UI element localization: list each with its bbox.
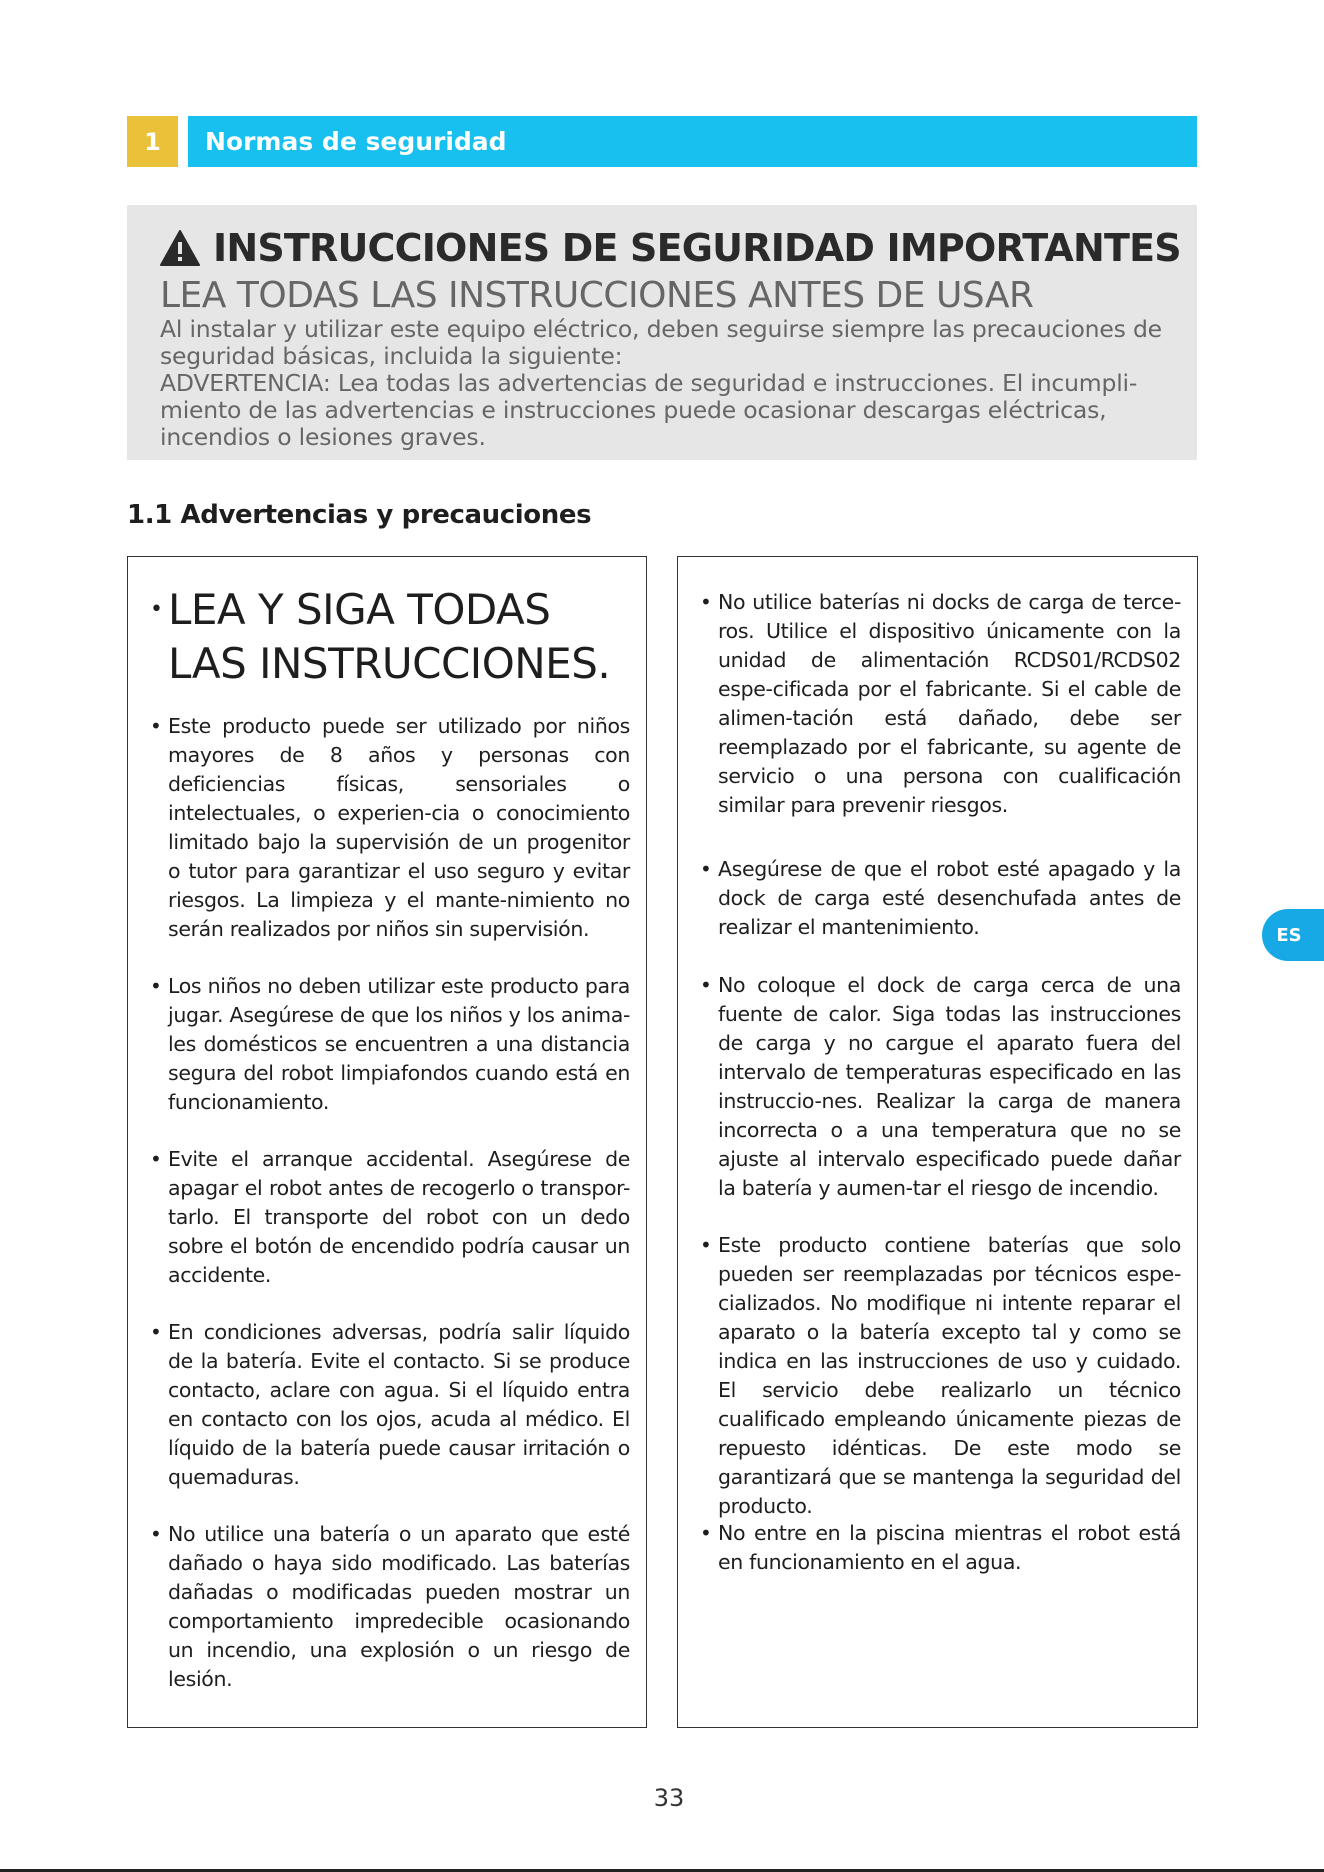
important-text-line: miento de las advertencias e instrucciones puede ocasionar descargas eléctricas, xyxy=(160,396,1107,424)
list-item: • Los niños no deben utilizar este producto para jugar. Asegúrese de que los niños y los anima-les domésticos se encuentren a una distancia segura del robot limpiafondos cuando está en funcionamiento. xyxy=(150,972,630,1117)
list-item: • No coloque el dock de carga cerca de una fuente de calor. Siga todas las instrucciones de carga y no cargue el aparato fuera del intervalo de temperaturas especificado en las instruccio-nes. Realizar la carga de manera incorrecta o a una temperatura que no se ajuste al intervalo especificado puede dañar la batería y aumen-tar el riesgo de incendio. xyxy=(700,971,1181,1203)
list-item: • En condiciones adversas, podría salir líquido de la batería. Evite el contacto. Si se produce contacto, aclare con agua. Si el líquido entra en contacto con los ojos, acuda al médico. El líquido de la batería puede causar irritación o quemaduras. xyxy=(150,1318,630,1492)
important-title: INSTRUCCIONES DE SEGURIDAD IMPORTANTES xyxy=(213,226,1181,270)
language-tab[interactable]: ES xyxy=(1262,909,1324,961)
important-title-row xyxy=(160,222,1197,274)
warning-triangle-icon xyxy=(160,230,200,266)
list-item: • No entre en la piscina mientras el robot está en funcionamiento en el agua. xyxy=(700,1519,1181,1577)
list-item: • Evite el arranque accidental. Asegúrese de apagar el robot antes de recogerlo o transpor-tarlo. El transporte del robot con un dedo sobre el botón de encendido podría causar un accidente. xyxy=(150,1145,630,1290)
headline-bullet: • LEA Y SIGA TODAS LAS INSTRUCCIONES. xyxy=(150,583,630,691)
section-number: 1 xyxy=(127,116,178,167)
page-number: 33 xyxy=(653,1784,685,1812)
important-text-line: ADVERTENCIA: Lea todas las advertencias de seguridad e instrucciones. El incumpli- xyxy=(160,369,1138,397)
important-text-line: incendios o lesiones graves. xyxy=(160,423,486,451)
list-item: • Este producto contiene baterías que solo pueden ser reemplazadas por técnicos espe-cializados. No modifique ni intente reparar el aparato o la batería excepto tal y como se indica en las instrucciones de uso y cuidado. El servicio debe realizarlo un técnico cualificado empleando únicamente piezas de repuesto idénticas. De este modo se garantizará que se mantenga la seguridad del producto. xyxy=(700,1231,1181,1521)
important-subtitle: LEA TODAS LAS INSTRUCCIONES ANTES DE USAR xyxy=(160,275,1034,316)
important-safety-box xyxy=(127,205,1197,460)
important-text-line: seguridad básicas, incluida la siguiente: xyxy=(160,342,623,370)
right-column-box xyxy=(677,556,1198,1728)
list-item: • Este producto puede ser utilizado por niños mayores de 8 años y personas con deficiencias físicas, sensoriales o intelectuales, o experien-cia o conocimiento limitado bajo la supervisión de un progenitor o tutor para garantizar el uso seguro y evitar riesgos. La limpieza y el mante-nimiento no serán realizados por niños sin supervisión. xyxy=(150,712,630,944)
section-title: Normas de seguridad xyxy=(188,116,1197,167)
left-column-box xyxy=(127,556,647,1728)
list-item: • Asegúrese de que el robot esté apagado y la dock de carga esté desenchufada antes de realizar el mantenimiento. xyxy=(700,855,1181,942)
list-item: • No utilice una batería o un aparato que esté dañado o haya sido modificado. Las baterías dañadas o modificadas pueden mostrar un comportamiento impredecible ocasionando un incendio, una explosión o un riesgo de lesión. xyxy=(150,1520,630,1694)
subsection-heading: 1.1 Advertencias y precauciones xyxy=(127,500,592,530)
list-item: • No utilice baterías ni docks de carga de terce-ros. Utilice el dispositivo únicamente con la unidad de alimentación RCDS01/RCDS02 espe-cificada por el fabricante. Si el cable de alimen-tación está dañado, debe ser reemplazado por el fabricante, su agente de servicio o una persona con cualificación similar para prevenir riesgos. xyxy=(700,588,1181,820)
important-text-line: Al instalar y utilizar este equipo eléctrico, deben seguirse siempre las precauciones de xyxy=(160,315,1162,343)
